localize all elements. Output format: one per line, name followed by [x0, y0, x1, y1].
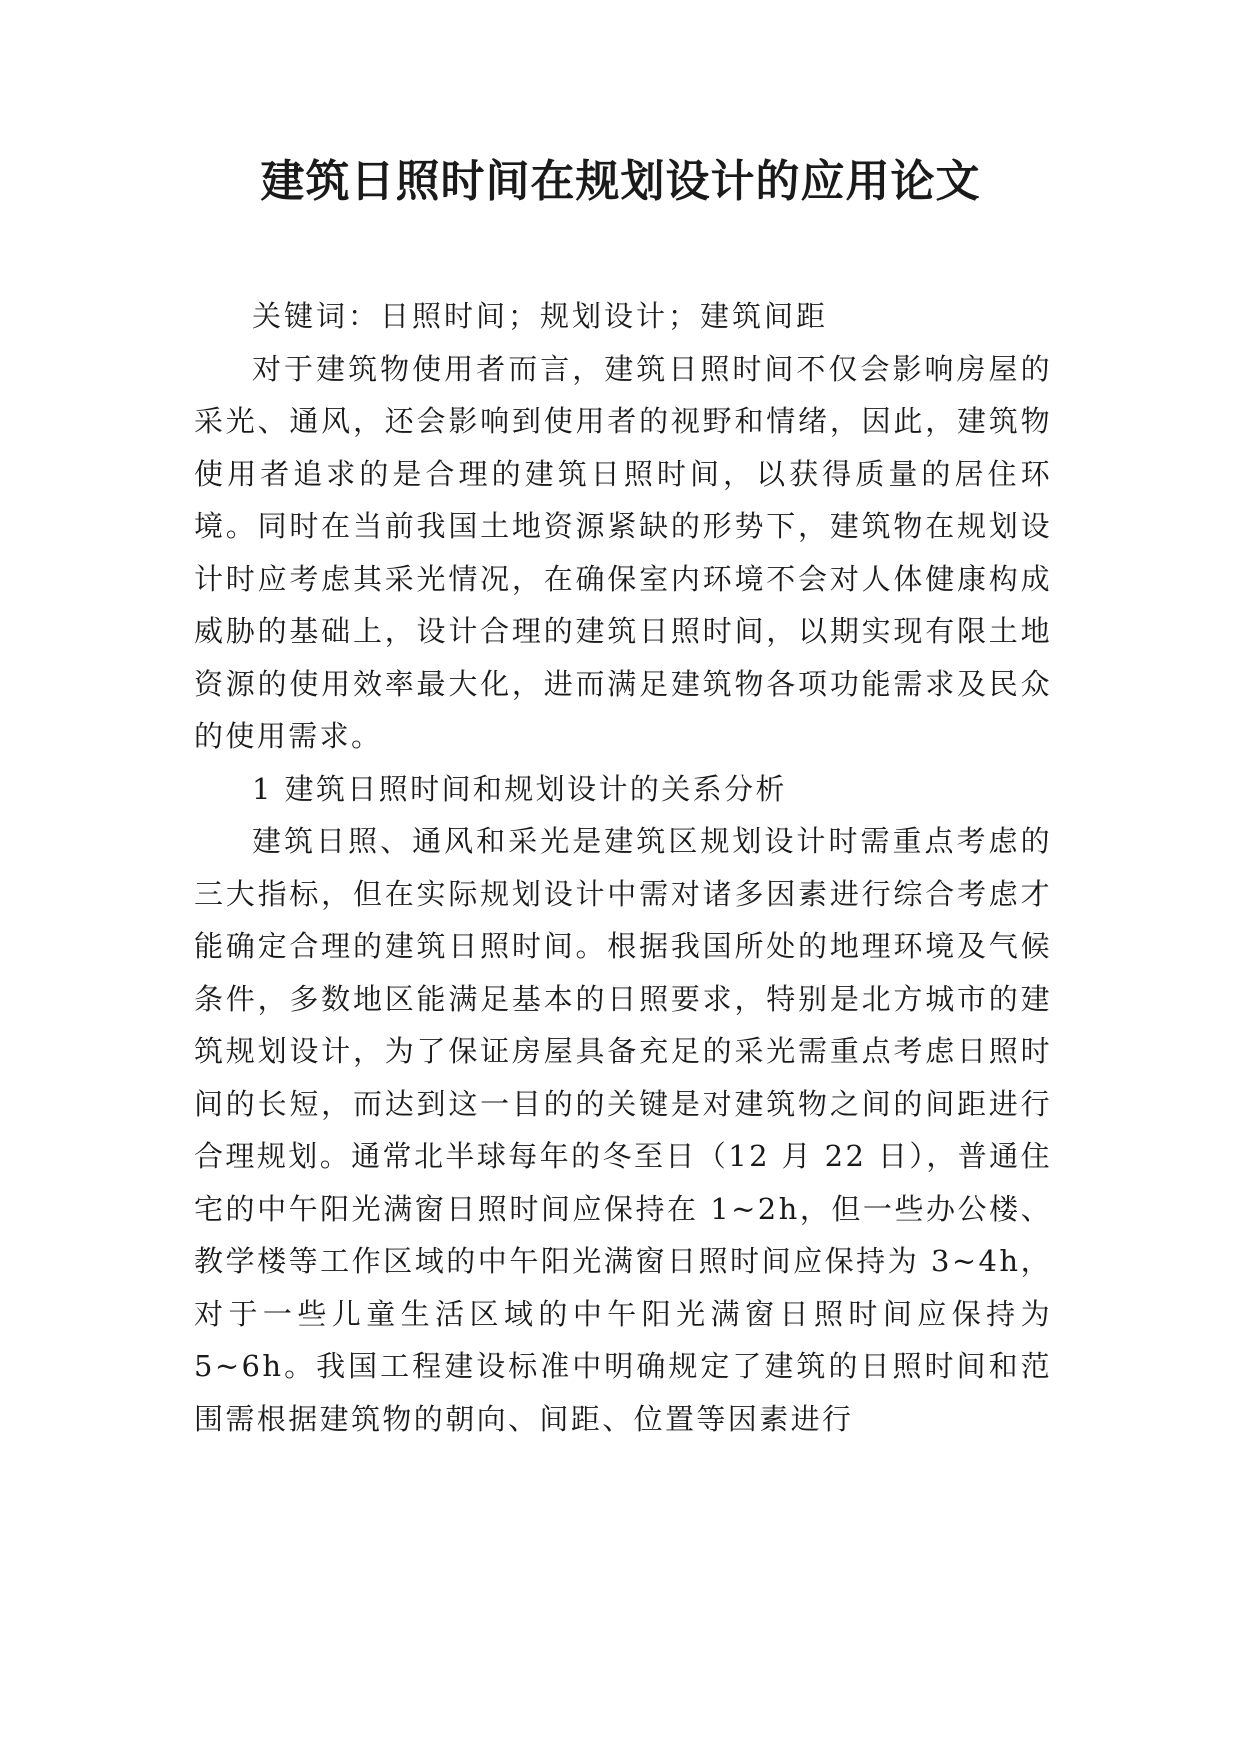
keywords-line: 关键词：日照时间；规划设计；建筑间距 — [252, 299, 829, 333]
document-title: 建筑日照时间在规划设计的应用论文 — [260, 156, 981, 207]
section-paragraph: 建筑日照、通风和采光是建筑区规划设计时需重点考虑的三大指标，但在实际规划设计中需对诸多因素进行综合考虑才能确定合理的建筑日照时间。根据我国所处的地理环境及气候条件，多数地区能满足基本的日照要求，特别是北方城市的建筑规划设计，为了保证房屋具备充足的采光需重点考虑日照时间的长短，而达到这一目的的关键是对建筑物之间的间距进行合理规划。通常北半球每年的冬至日（12 月 22 日），普通住宅的中午阳光满窗日照时间应保持在 1~2h，但一些办公楼、教学楼等工作区域的中午阳光满窗日照时间应保持为 3~4h，对于一些儿童生活区域的中午阳光满窗日照时间应保持为 5~6h。我国工程建设标准中明确规定了建筑的日照时间和范围需根据建筑物的朝向、间距、位置等因素进行 — [194, 824, 1052, 1436]
section-heading: 1 建筑日照时间和规划设计的关系分析 — [252, 771, 787, 806]
intro-paragraph: 对于建筑物使用者而言，建筑日照时间不仅会影响房屋的采光、通风，还会影响到使用者的视野和情绪，因此，建筑物使用者追求的是合理的建筑日照时间，以获得质量的居住环境。同时在当前我国土地资源紧缺的形势下，建筑物在规划设计时应考虑其采光情况，在确保室内环境不会对人体健康构成威胁的基础上，设计合理的建筑日照时间，以期实现有限土地资源的使用效率最大化，进而满足建筑物各项功能需求及民众的使用需求。 — [194, 351, 1052, 753]
document-body — [194, 290, 1052, 1445]
